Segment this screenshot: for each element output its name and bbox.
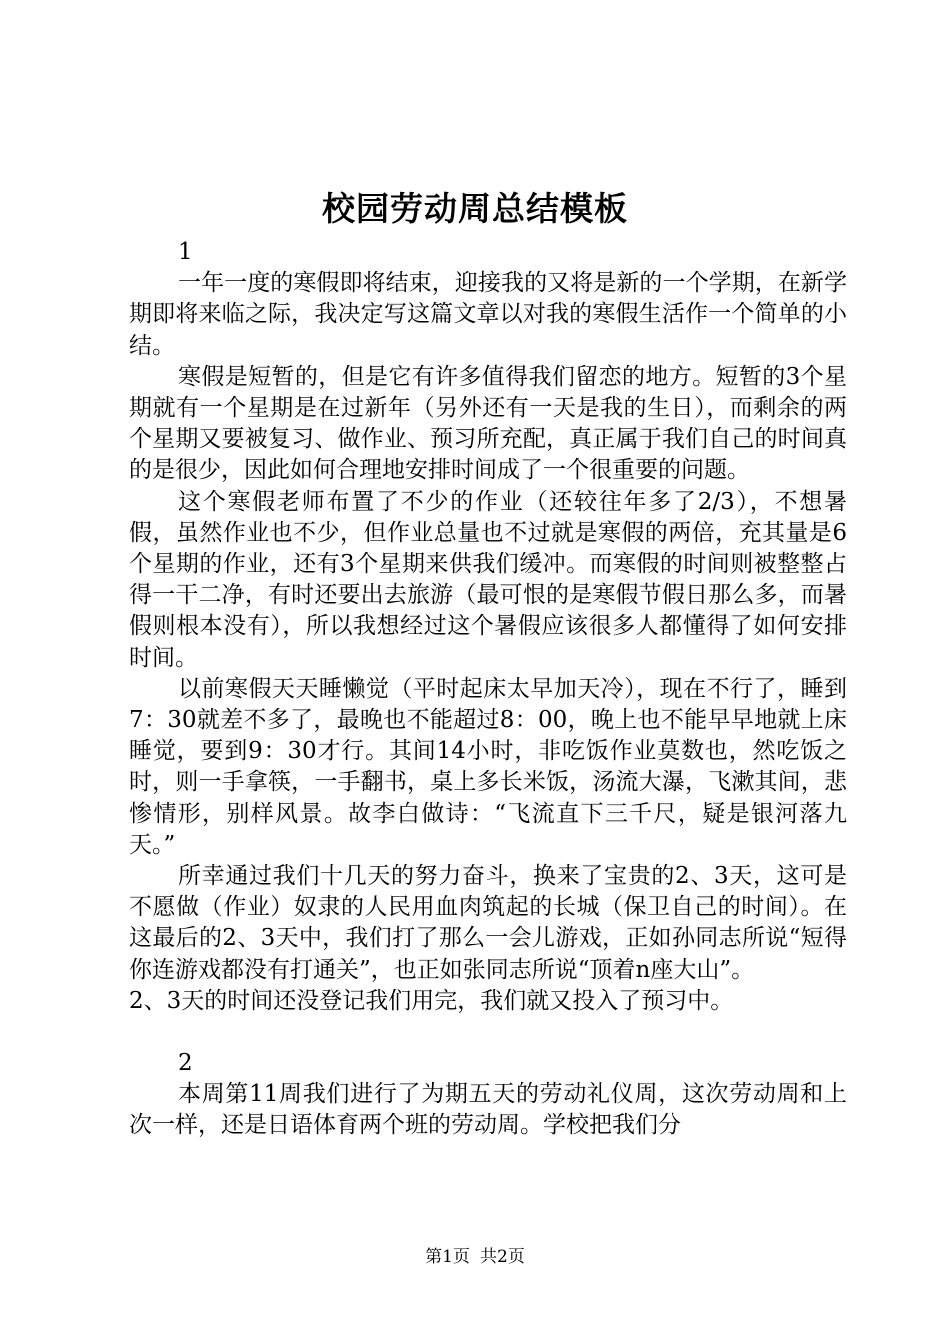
document-body	[129, 237, 847, 1142]
paragraph: 这个寒假老师布置了不少的作业（还较往年多了2/3），不想暑假，虽然作业也不少，但作业总量也不过就是寒假的两倍，充其量是6个星期的作业，还有3个星期来供我们缓冲。而寒假的时间则被整整占得一干二净，有时还要出去旅游（最可恨的是寒假节假日那么多，而暑假则根本没有），所以我想经过这个暑假应该很多人都懂得了如何安排时间。	[129, 488, 847, 671]
section-number: 2	[178, 1050, 193, 1077]
paragraph: 所幸通过我们十几天的努力奋斗，换来了宝贵的2、3天，这可是不愿做（作业）奴隶的人民用血肉筑起的长城（保卫自己的时间）。在这最后的2、3天中，我们打了那么一会儿游戏，正如孙同志所说“短得你连游戏都没有打通关”，也正如张同志所说“顶着n座大山”。	[129, 863, 847, 983]
page-total: 共2页	[480, 1247, 525, 1267]
page-footer	[0, 1245, 950, 1269]
document-title: 校园劳动周总结模板	[322, 189, 628, 228]
page-number: 第1页	[425, 1247, 470, 1267]
paragraph: 一年一度的寒假即将结束，迎接我的又将是新的一个学期，在新学期即将来临之际，我决定写这篇文章以对我的寒假生活作一个简单的小结。	[129, 270, 847, 359]
section-number: 1	[178, 239, 193, 265]
paragraph: 2、3天的时间还没登记我们用完，我们就又投入了预习中。	[129, 987, 734, 1014]
paragraph: 寒假是短暂的，但是它有许多值得我们留恋的地方。短暂的3个星期就有一个星期是在过新年（另外还有一天是我的生日），而剩余的两个星期又要被复习、做作业、预习所充配，真正属于我们自己的时间真的是很少，因此如何合理地安排时间成了一个很重要的问题。	[129, 363, 847, 484]
paragraph: 本周第11周我们进行了为期五天的劳动礼仪周，这次劳动周和上次一样，还是日语体育两个班的劳动周。学校把我们分	[129, 1081, 847, 1139]
section-spacer	[129, 1017, 847, 1048]
paragraph: 以前寒假天天睡懒觉（平时起床太早加天冷），现在不行了，睡到7：30就差不多了，最晚也不能超过8：00，晚上也不能早早地就上床睡觉，要到9：30才行。其间14小时，非吃饭作业莫数也，然吃饭之时，则一手拿筷，一手翻书，桌上多长米饭，汤流大瀑，飞漱其间，悲惨情形，别样风景。故李白做诗：“飞流直下三千尺，疑是银河落九天。”	[129, 675, 847, 858]
section-2	[129, 1048, 847, 1142]
section-1	[129, 237, 847, 1017]
